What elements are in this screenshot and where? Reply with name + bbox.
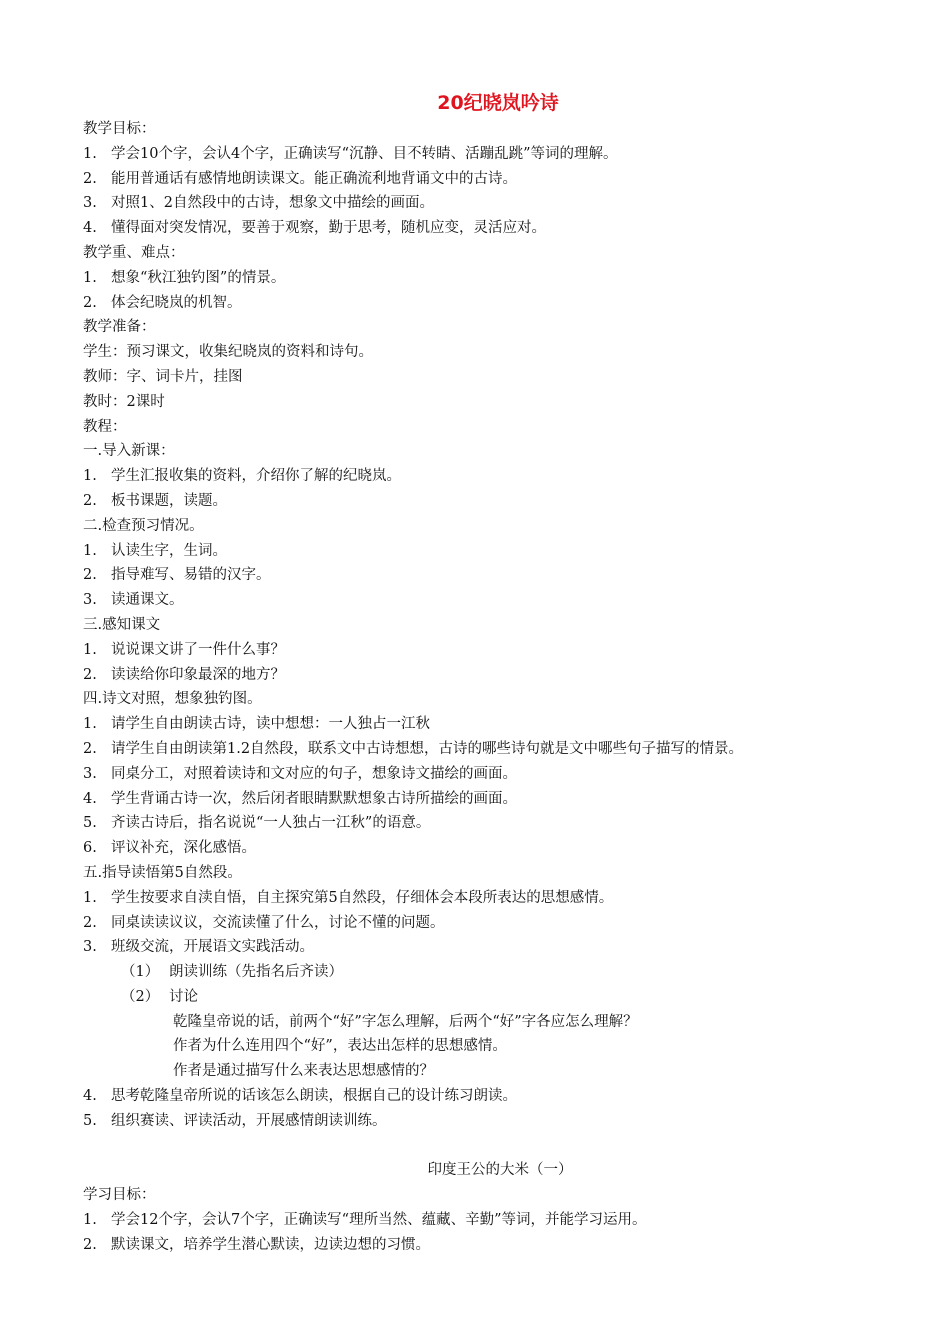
- step-heading: 一.导入新课：: [83, 443, 175, 460]
- discussion-question: 作者是通过描写什么来表达思想感情的？: [173, 1063, 434, 1080]
- step-item: 1. 学生按要求自渎自悟，自主探究第5自然段，仔细体会本段所表达的思想感情。: [83, 889, 614, 906]
- step-item: 3. 读通课文。: [83, 592, 184, 609]
- discussion-question: 乾隆皇帝说的话，前两个“好”字怎么理解，后两个“好”字各应怎么理解？: [173, 1013, 638, 1030]
- step-item: 2. 请学生自由朗读第1.2自然段，联系文中古诗想想，古诗的哪些诗句就是文中哪些句子描写的情景。: [83, 740, 744, 757]
- step-item: 2. 指导难写、易错的汉字。: [83, 567, 271, 584]
- prep-heading: 教学准备：: [83, 319, 156, 336]
- step-item: 2. 读读给你印象最深的地方？: [83, 666, 285, 683]
- key-point-item: 1. 想象“秋江独钓图”的情景。: [83, 269, 286, 286]
- step-item: 3. 班级交流，开展语文实践活动。: [83, 939, 314, 956]
- sub-item: （2） 讨论: [121, 988, 198, 1005]
- objective-item: 3. 对照1、2自然段中的古诗，想象文中描绘的画面。: [83, 195, 434, 212]
- objectives-heading: 教学目标：: [83, 121, 156, 137]
- step-item: 1. 说说课文讲了一件什么事？: [83, 641, 285, 658]
- key-points-heading: 教学重、难点：: [83, 244, 185, 261]
- step-item: 6. 评议补充，深化感悟。: [83, 840, 256, 857]
- key-point-item: 2. 体会纪晓岚的机智。: [83, 294, 242, 311]
- objective-item: 1. 学会12个字，会认7个字，正确读写“理所当然、蕴藏、辛勤”等词，并能学习运用。: [83, 1212, 647, 1229]
- objective-item: 2. 能用普通话有感情地朗读课文。能正确流利地背诵文中的古诗。: [83, 170, 517, 187]
- step-item: 2. 同桌读读议议，交流读懂了什么，讨论不懂的问题。: [83, 914, 445, 931]
- step-heading: 五.指导读悟第5自然段。: [83, 864, 242, 881]
- process-heading: 教程：: [83, 418, 127, 435]
- step-item: 3. 同桌分工，对照着读诗和文对应的句子，想象诗文描绘的画面。: [83, 765, 517, 782]
- lesson-title: 20纪晓岚吟诗: [437, 92, 559, 114]
- prep-teacher: 教师：字、词卡片，挂图: [83, 368, 243, 385]
- next-lesson-title: 印度王公的大米（一）: [427, 1162, 573, 1179]
- step-heading: 二.检查预习情况。: [83, 517, 204, 534]
- step-heading: 四.诗文对照，想象独钓图。: [83, 691, 262, 708]
- step-item: 4. 思考乾隆皇帝所说的话该怎么朗读，根据自己的设计练习朗读。: [83, 1088, 517, 1105]
- step-item: 4. 学生背诵古诗一次，然后闭者眼睛默默想象古诗所描绘的画面。: [83, 790, 517, 807]
- step-heading: 三.感知课文: [83, 616, 161, 633]
- objective-item: 1. 学会10个字，会认4个字，正确读写“沉静、目不转睛、活蹦乱跳”等词的理解。: [83, 145, 618, 162]
- sub-item: （1） 朗读训练（先指名后齐读）: [121, 964, 343, 981]
- step-item: 1. 认读生字，生词。: [83, 542, 227, 559]
- section-spacer: [83, 1134, 883, 1159]
- next-objectives-heading: 学习目标：: [83, 1187, 156, 1204]
- document-page: [83, 90, 883, 1258]
- step-item: 1. 请学生自由朗读古诗，读中想想：一人独占一江秋: [83, 716, 430, 733]
- step-item: 5. 组织赛读、评读活动，开展感情朗读训练。: [83, 1112, 387, 1129]
- step-item: 5. 齐读古诗后，指名说说“一人独占一江秋”的语意。: [83, 815, 431, 832]
- prep-student: 学生：预习课文，收集纪晓岚的资料和诗句。: [83, 344, 373, 361]
- discussion-question: 作者为什么连用四个“好”，表达出怎样的思想感情。: [173, 1038, 507, 1055]
- objective-item: 2. 默读课文，培养学生潜心默读，边读边想的习惯。: [83, 1236, 430, 1253]
- objective-item: 4. 懂得面对突发情况，要善于观察，勤于思考，随机应变，灵活应对。: [83, 220, 546, 237]
- lesson-hours: 教时：2课时: [83, 393, 165, 410]
- step-item: 2. 板书课题，读题。: [83, 492, 227, 509]
- step-item: 1. 学生汇报收集的资料，介绍你了解的纪晓岚。: [83, 468, 401, 485]
